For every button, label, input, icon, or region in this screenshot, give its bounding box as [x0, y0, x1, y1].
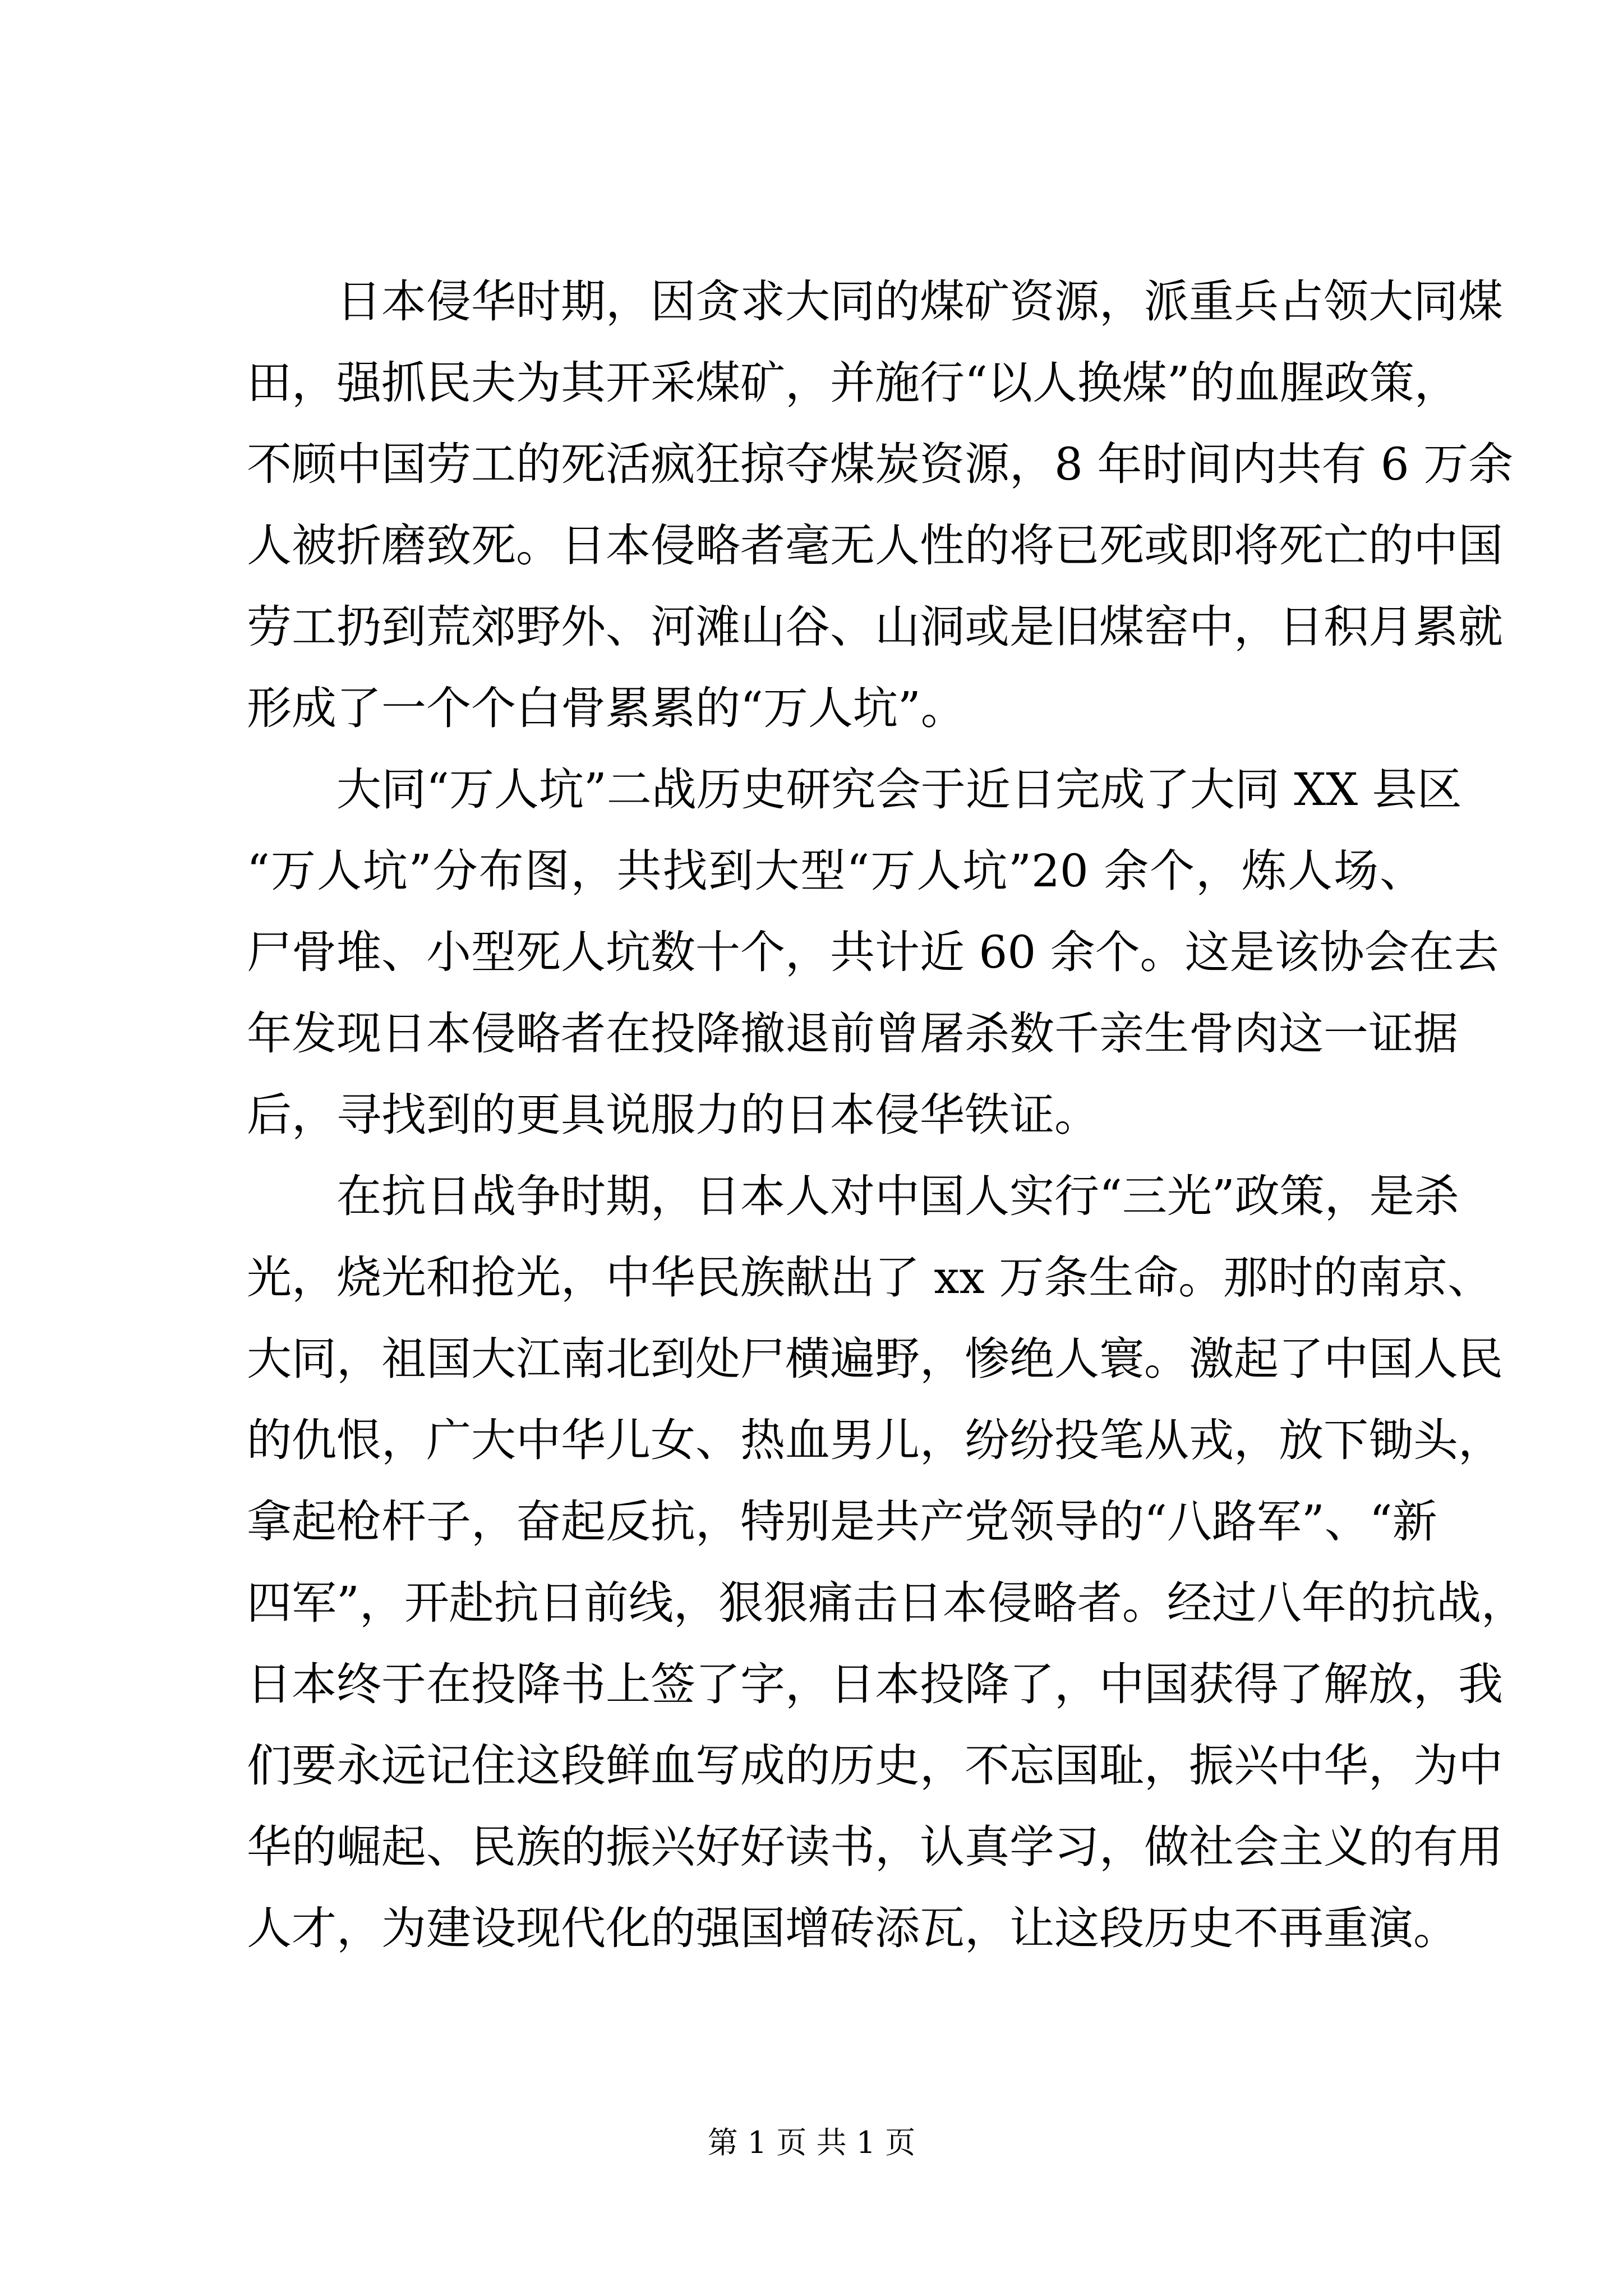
text-line: 四军”，开赴抗日前线，狠狠痛击日本侵略者。经过八年的抗战，: [247, 1577, 1526, 1629]
text-line: 田，强抓民夫为其开采煤矿，并施行“以人换煤”的血腥政策，: [247, 357, 1459, 409]
page-number-label: 第 1 页 共 1 页: [707, 2125, 916, 2160]
text-line: 华的崛起、民族的振兴好好读书，认真学习，做社会主义的有用: [247, 1821, 1503, 1873]
text-line: “万人坑”分布图，共找到大型“万人坑”20 余个，炼人场、: [247, 845, 1424, 897]
text-line: 不顾中国劳工的死活疯狂掠夺煤炭资源，8 年时间内共有 6 万余: [247, 438, 1514, 490]
text-line: 形成了一个个白骨累累的“万人坑”。: [247, 682, 966, 734]
text-line: 人才，为建设现代化的强国增砖添瓦，让这段历史不再重演。: [247, 1902, 1458, 1954]
text-line: 日本终于在投降书上签了字，日本投降了，中国获得了解放，我: [247, 1658, 1503, 1710]
text-line: 劳工扔到荒郊野外、河滩山谷、山洞或是旧煤窑中，日积月累就: [247, 601, 1503, 653]
text-line: 日本侵华时期，因贪求大同的煤矿资源，派重兵占领大同煤: [336, 275, 1503, 328]
text-line: 后，寻找到的更具说服力的日本侵华铁证。: [247, 1089, 1099, 1141]
text-line: 尸骨堆、小型死人坑数十个，共计近 60 余个。这是该协会在去: [247, 926, 1499, 978]
text-line: 年发现日本侵略者在投降撤退前曾屠杀数千亲生骨肉这一证据: [247, 1007, 1458, 1060]
text-line: 大同“万人坑”二战历史研究会于近日完成了大同 XX 县区: [336, 763, 1462, 816]
text-line: 的仇恨，广大中华儿女、热血男儿，纷纷投笔从戎，放下锄头，: [247, 1414, 1503, 1466]
text-line: 拿起枪杆子，奋起反抗，特别是共产党领导的“八路军”、“新: [247, 1496, 1437, 1548]
text-line: 人被折磨致死。日本侵略者毫无人性的将已死或即将死亡的中国: [247, 519, 1503, 572]
text-line: 在抗日战争时期，日本人对中国人实行“三光”政策，是杀: [336, 1170, 1459, 1222]
text-line: 们要永远记住这段鲜血写成的历史，不忘国耻，振兴中华，为中: [247, 1740, 1503, 1792]
text-line: 大同，祖国大江南北到处尸横遍野，惨绝人寰。激起了中国人民: [247, 1333, 1503, 1385]
document-body: [247, 261, 1526, 1969]
page-footer: [0, 2120, 1623, 2165]
text-line: 光，烧光和抢光，中华民族献出了 xx 万条生命。那时的南京、: [247, 1251, 1493, 1304]
